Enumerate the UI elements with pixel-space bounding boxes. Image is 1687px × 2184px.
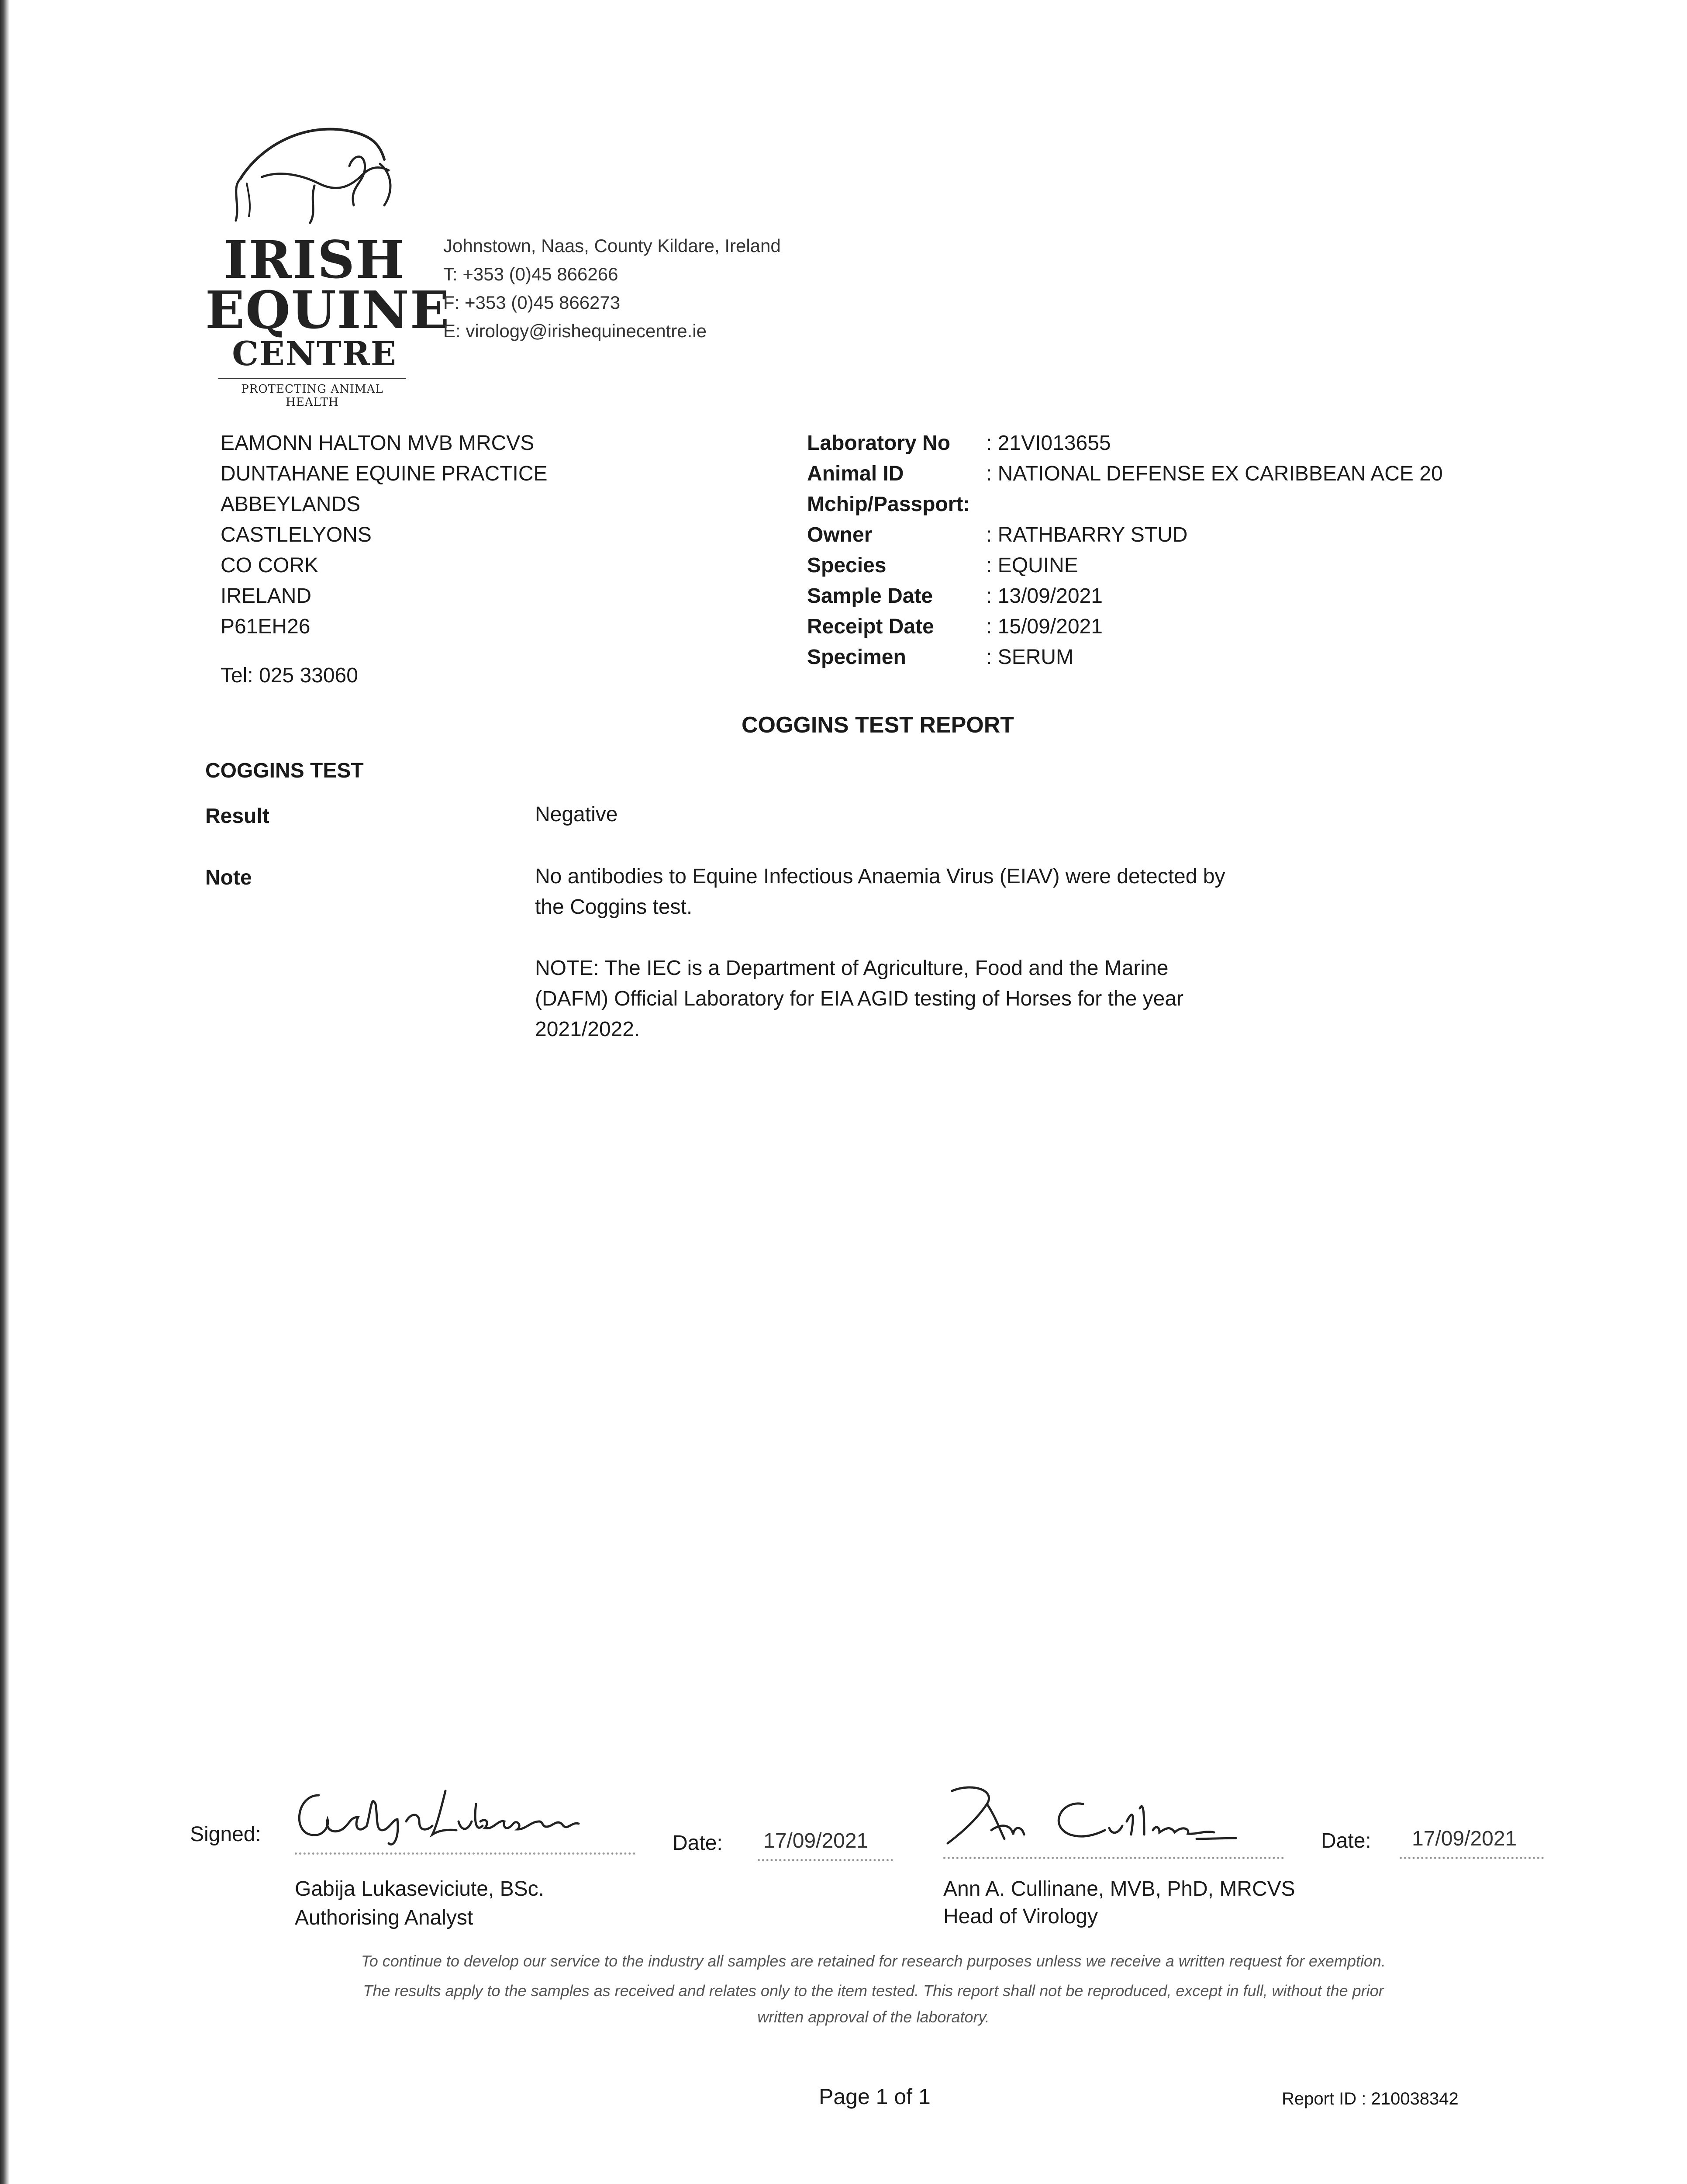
address-line: CO CORK	[221, 554, 319, 577]
address-line: DUNTAHANE EQUINE PRACTICE	[221, 462, 548, 485]
info-label: Specimen	[807, 646, 906, 669]
address-line: CASTLELYONS	[221, 523, 372, 546]
info-label: Sample Date	[807, 584, 933, 608]
info-value: : 21VI013655	[986, 432, 1111, 455]
irish-equine-centre-logo	[205, 118, 450, 409]
signatory-role-right: Head of Virology	[943, 1905, 1098, 1928]
date-label-right: Date:	[1321, 1829, 1371, 1852]
scan-edge	[0, 0, 10, 2184]
result-value: Negative	[535, 803, 618, 826]
lab-phone: T: +353 (0)45 866266	[443, 264, 618, 284]
address-line: IRELAND	[221, 584, 312, 608]
info-row	[807, 581, 1443, 612]
date-label-left: Date:	[673, 1832, 723, 1855]
info-row	[807, 612, 1443, 642]
signed-label: Signed:	[190, 1823, 261, 1846]
info-row	[807, 550, 1443, 581]
date-value-right: 17/09/2021	[1412, 1827, 1517, 1850]
section-heading: COGGINS TEST	[205, 759, 364, 782]
date-line-right	[1400, 1854, 1544, 1859]
lab-email: E: virology@irishequinecentre.ie	[443, 321, 707, 341]
info-label: Mchip/Passport:	[807, 493, 970, 516]
info-row	[807, 489, 1443, 520]
signature-line-left	[295, 1850, 635, 1855]
logo-word-irish: IRISH	[224, 229, 405, 290]
info-value: : NATIONAL DEFENSE EX CARIBBEAN ACE 20	[986, 462, 1443, 485]
signature-cullinane	[939, 1773, 1271, 1852]
lab-contact-block	[443, 232, 781, 345]
page-number: Page 1 of 1	[819, 2084, 931, 2109]
address-line: P61EH26	[221, 615, 310, 638]
note-line: (DAFM) Official Laboratory for EIA AGID testing of Horses for the year	[535, 987, 1183, 1010]
info-row	[807, 520, 1443, 550]
signature-line-right	[943, 1854, 1284, 1859]
disclaimer	[262, 1948, 1485, 2030]
note-text	[535, 861, 1330, 923]
info-row	[807, 642, 1443, 673]
signatory-name-right: Ann A. Cullinane, MVB, PhD, MRCVS	[943, 1877, 1295, 1901]
lab-address: Johnstown, Naas, County Kildare, Ireland	[443, 235, 781, 256]
signature-gabija	[288, 1778, 594, 1848]
note-line: No antibodies to Equine Infectious Anaemia Virus (EIAV) were detected by	[535, 865, 1225, 888]
disclaimer-line: To continue to develop our service to the industry all samples are retained for research purposes unless we receive a written request for exemption.	[361, 1952, 1386, 1970]
signatory-role-left: Authorising Analyst	[295, 1906, 473, 1929]
info-row	[807, 459, 1443, 489]
recipient-address	[221, 428, 548, 691]
lab-fax: F: +353 (0)45 866273	[443, 292, 621, 313]
report-id: Report ID : 210038342	[1282, 2089, 1459, 2108]
signatory-name-left: Gabija Lukaseviciute, BSc.	[295, 1877, 544, 1901]
info-row	[807, 428, 1443, 459]
result-label: Result	[205, 805, 269, 828]
info-value: : SERUM	[986, 646, 1074, 669]
address-line: EAMONN HALTON MVB MRCVS	[221, 432, 535, 455]
logo-word-equine: EQUINE	[205, 280, 450, 340]
info-label: Animal ID	[807, 462, 904, 485]
dafm-note-text	[535, 953, 1330, 1045]
logo-word-centre: CENTRE	[232, 334, 397, 373]
note-line: NOTE: The IEC is a Department of Agriculture, Food and the Marine	[535, 957, 1169, 980]
logo-tagline: PROTECTING ANIMAL HEALTH	[218, 378, 406, 409]
note-label: Note	[205, 866, 252, 889]
note-line: 2021/2022.	[535, 1018, 640, 1041]
report-title: COGGINS TEST REPORT	[741, 712, 1014, 738]
date-value-left: 17/09/2021	[763, 1829, 869, 1852]
info-label: Receipt Date	[807, 615, 934, 638]
address-line: ABBEYLANDS	[221, 493, 361, 516]
info-label: Species	[807, 554, 887, 577]
date-line-left	[758, 1856, 893, 1861]
info-value: : 15/09/2021	[986, 615, 1103, 638]
note-line: the Coggins test.	[535, 895, 693, 919]
disclaimer-line: written approval of the laboratory.	[757, 2008, 990, 2026]
info-label: Owner	[807, 523, 873, 546]
info-label: Laboratory No	[807, 432, 951, 455]
disclaimer-line: The results apply to the samples as received and relates only to the item tested. This report shall not be reproduced, except in full, without the prior	[363, 1982, 1384, 2000]
recipient-tel: Tel: 025 33060	[221, 664, 358, 687]
info-value: : RATHBARRY STUD	[986, 523, 1188, 546]
horse-icon	[205, 118, 424, 236]
info-value: : 13/09/2021	[986, 584, 1103, 608]
info-value: : EQUINE	[986, 554, 1078, 577]
sample-info-table	[807, 428, 1443, 673]
